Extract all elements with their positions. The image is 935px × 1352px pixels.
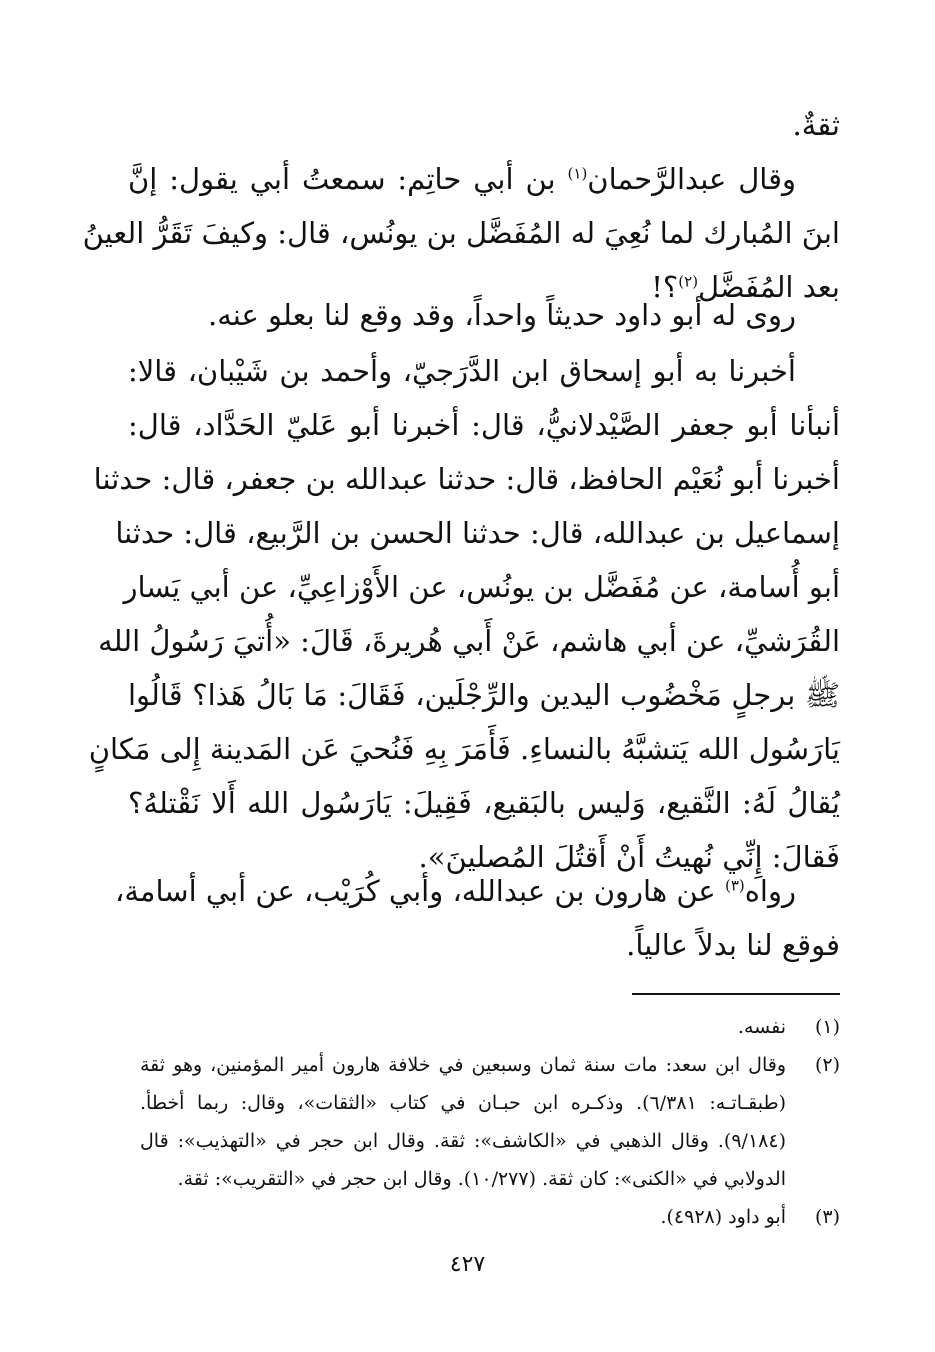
body-line: أنبأنا أبو جعفر الصَّيْدلانيُّ، قال: أخبرنا أبو عَليّ الحَدَّاد، قال: [128,408,840,442]
footnote-separator [632,993,840,995]
footnote-2 [140,1046,840,1198]
body-line: فوقع لنا بدلاً عالياً. [626,928,840,962]
footnote-line: أبو داود (٤٩٢٨). [660,1206,786,1228]
body-line: يُقالُ لَهُ: النَّقيع، وَليس بالبَقيع، فَقِيلَ: يَارَسُول الله أَلا نَقْتلهُ؟ [128,786,840,820]
footnote-reference: (١) [567,164,588,183]
footnote-1 [140,1008,840,1046]
body-line [128,152,840,206]
body-line: أخبرنا أبو نُعَيْم الحافظ، قال: حدثنا عبدالله بن جعفر، قال: حدثنا [93,462,840,496]
body-line: إسماعيل بن عبدالله، قال: حدثنا الحسن بن الرَّبيع، قال: حدثنا [115,516,840,550]
body-line: فَقالَ: إِنِّي نُهيتُ أَنْ أَقتُلَ المُصلينَ». [418,840,840,874]
footnote-line: نفسه. [737,1016,786,1038]
body-line: روى له أبو داود حديثاً واحداً، وقد وقع لنا بعلو عنه. [208,298,796,332]
footnote-line: الدولابي في «الكنى»: كان ثقة. (١٠/٢٧٧). وقال ابن حجر في «التقريب»: ثقة. [177,1168,786,1190]
page-number: ٤٢٧ [449,1252,486,1277]
body-text: بن أبي حاتِم: سمعتُ أبي يقول: إنَّ [128,162,568,196]
body-text: عن هارون بن عبدالله، وأبي كُرَيْب، عن أبي أسامة، [115,874,725,908]
footnote-number: (٣) [814,1206,840,1228]
footnote-line: (٩/١٨٤). وقال الذهبي في «الكاشف»: ثقة. وقال ابن حجر في «التهذيب»: قال [140,1130,786,1152]
body-text: رواه [744,874,796,908]
body-line: أبو أُسامة، عن مُفَضَّل بن يونُس، عن الأَوْزاعِيِّ، عن أبي يَسار [123,570,840,604]
body-text: وقال عبدالرَّحمان [587,162,796,196]
footnote-text [140,1046,786,1198]
body-line [115,864,840,918]
footnotes [140,1008,840,1236]
body-text: ؟! [651,270,679,304]
body-line: ﷺ برجلٍ مَخْضُوب اليدين والرِّجْلَين، فَقَالَ: مَا بَالُ هَذا؟ قَالُوا [128,678,840,712]
opening-paragraph [82,98,840,314]
body-line: يَارَسُول الله يَتشبَّهُ بالنساءِ. فَأَمَرَ بِهِ فَنُحيَ عَن المَدينة إِلى مَكانٍ [88,732,840,766]
body-line: أخبرنا به أبو إسحاق ابن الدَّرَجيّ، وأحمد بن شَيْبان، قالا: [128,354,796,388]
rawah-paragraph [115,864,840,972]
footnote-number: (١) [814,1016,840,1038]
body-line: ثقةٌ. [792,108,840,142]
footnote-text [140,1198,786,1236]
footnote-line: وقال ابن سعد: مات سنة ثمان وسبعين في خلافة هارون أمير المؤمنين، وهو ثقة [140,1054,786,1076]
riwaya-paragraph [128,288,840,342]
hadith-paragraph [88,344,840,884]
body-text: بعد المُفَضَّل [698,270,840,304]
footnote-reference: (٣) [724,876,745,895]
body-line: القُرَشيِّ، عن أبي هاشم، عَنْ أَبي هُريرةَ، قَالَ: «أُتيَ رَسُولُ الله [98,624,840,658]
footnote-reference: (٢) [678,272,699,291]
body-line: ابنَ المُبارك لما نُعِيَ له المُفَضَّل بن يونُس، قال: وكيفَ تَقَرُّ العينُ [82,216,840,250]
footnote-number: (٢) [814,1054,840,1076]
footnote-text [140,1008,786,1046]
footnote-line: (طبقـاتـه: ٦/٣٨١). وذكـره ابن حبـان في كتاب «الثقات»، وقال: ربما أخطأ. [140,1092,786,1114]
footnote-3 [140,1198,840,1236]
